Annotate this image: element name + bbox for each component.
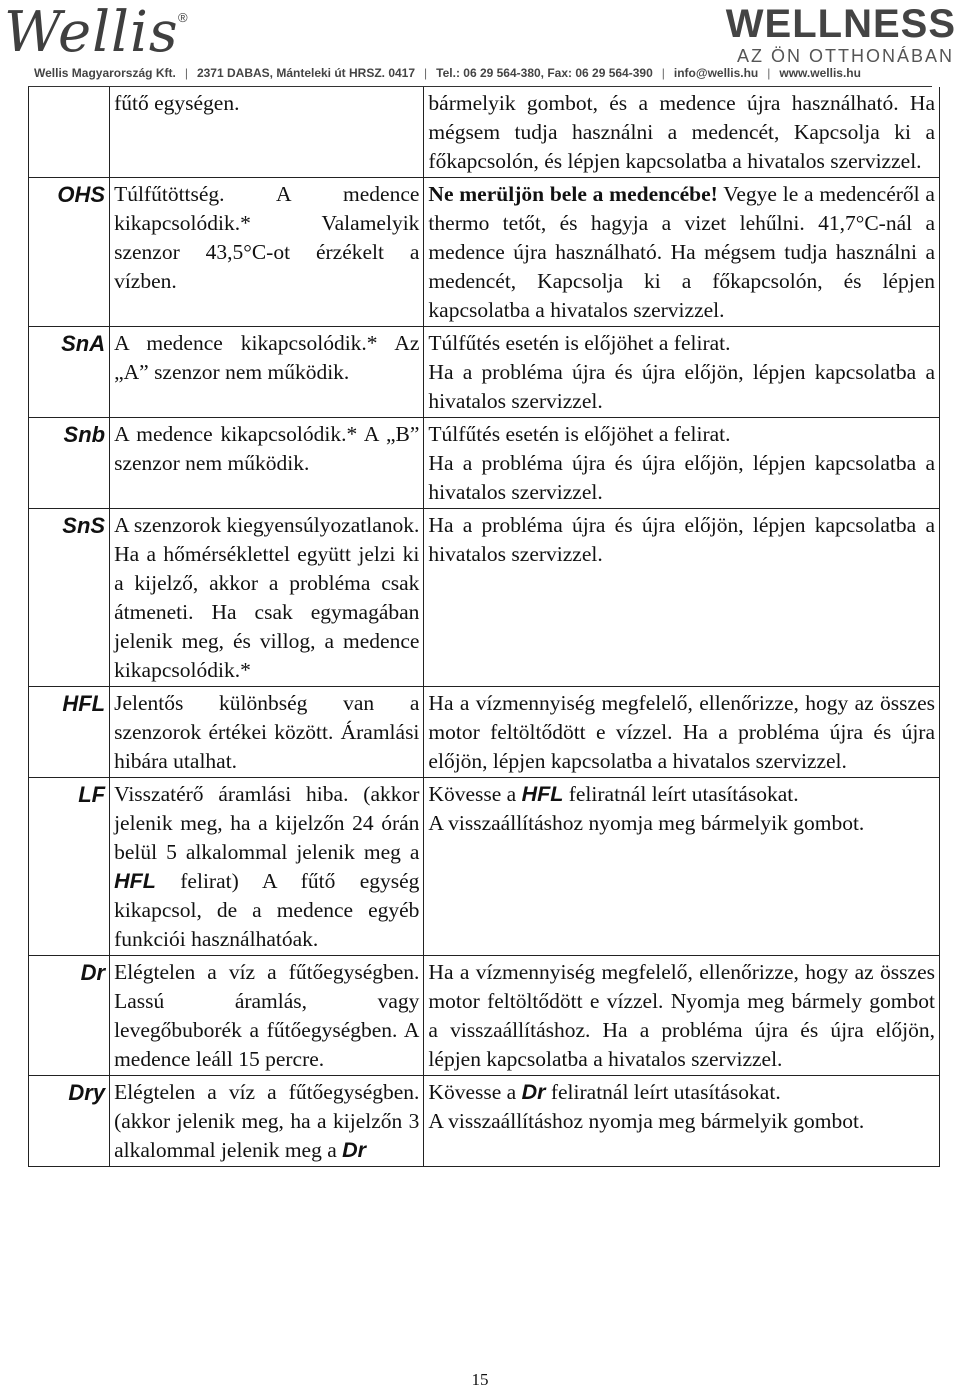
- error-description: Elégtelen a víz a fűtőegységben. Lassú áramlás, vagy levegőbuborék a fűtőegységben. A medence leáll 15 percre.: [110, 956, 424, 1076]
- error-code: LF: [29, 778, 110, 956]
- error-action: [424, 1076, 940, 1167]
- error-action: [424, 778, 940, 956]
- error-action: Ha a probléma újra és újra előjön, lépjen kapcsolatba a hivatalos szervizzel.: [424, 509, 940, 687]
- description-text: Elégtelen a víz a fűtőegységben. (akkor jelenik meg, ha a kijelzőn 3 alkalommal jelenik meg a: [114, 1080, 420, 1162]
- action-text: Kövesse a: [428, 1080, 522, 1104]
- tagline: AZ ÖN OTTHONÁBAN: [736, 46, 954, 66]
- table-row: [29, 418, 940, 509]
- warning-text: Ne merüljön bele a medencébe!: [428, 182, 718, 206]
- error-description: Túlfűtöttség. A medence kikapcsolódik.* Valamelyik szenzor 43,5°C-ot érzékelt a vízben.: [110, 178, 424, 327]
- registered-mark: ®: [178, 10, 188, 25]
- error-code-table: [28, 87, 940, 1167]
- table-row: [29, 87, 940, 178]
- error-action: [424, 178, 940, 327]
- wellness-logo: WELLNESS: [725, 2, 956, 46]
- error-code: OHS: [29, 178, 110, 327]
- separator: |: [661, 66, 665, 80]
- error-action: bármelyik gombot, és a medence újra használható. Ha mégsem tudja használni a medencét, Kapcsolja ki a főkapcsolón, és lépjen kapcsolatba a hivatalos szervizzel.: [424, 87, 940, 178]
- table-row: [29, 956, 940, 1076]
- table-row: [29, 178, 940, 327]
- error-description: A medence kikapcsolódik.* Az „A” szenzor nem működik.: [110, 327, 424, 418]
- error-code: SnS: [29, 509, 110, 687]
- inline-error-code: HFL: [521, 782, 564, 806]
- error-description: fűtő egységen.: [110, 87, 424, 178]
- error-code: Dr: [29, 956, 110, 1076]
- error-action: [424, 418, 940, 509]
- action-text: feliratnál leírt utasításokat.: [563, 782, 799, 806]
- inline-error-code: Dr: [521, 1080, 546, 1104]
- page-header: [0, 0, 960, 86]
- action-line: A visszaállításhoz nyomja meg bármelyik gombot.: [428, 1109, 865, 1133]
- error-code: Snb: [29, 418, 110, 509]
- error-description: A medence kikapcsolódik.* A „B” szenzor nem működik.: [110, 418, 424, 509]
- action-text: Kövesse a: [428, 782, 522, 806]
- action-text: feliratnál leírt utasításokat.: [545, 1080, 781, 1104]
- company-address: 2371 DABAS, Mánteleki út HRSZ. 0417: [196, 66, 416, 80]
- error-code: SnA: [29, 327, 110, 418]
- error-code: [29, 87, 110, 178]
- action-line: Túlfűtés esetén is előjöhet a felirat.: [428, 422, 731, 446]
- action-line: [428, 780, 935, 809]
- error-code: HFL: [29, 687, 110, 778]
- separator: |: [424, 66, 428, 80]
- error-code: Dry: [29, 1076, 110, 1167]
- action-line: [428, 1078, 935, 1107]
- error-description: [110, 778, 424, 956]
- contact-bar: [34, 64, 956, 82]
- action-line: Ha a probléma újra és újra előjön, lépjen kapcsolatba a hivatalos szervizzel.: [428, 360, 935, 413]
- error-description: Jelentős különbség van a szenzorok értékei között. Áramlási hibára utalhat.: [110, 687, 424, 778]
- page-number: 15: [471, 1370, 489, 1389]
- wellis-logo: Wellis: [4, 0, 179, 65]
- error-action: Ha a vízmennyiség megfelelő, ellenőrizze, hogy az összes motor feltöltődött e vízzel. Nyomja meg bármely gombot a visszaállításhoz. Ha a probléma újra és újra előjön, lépjen kapcsolatba a hivatalos szervizzel.: [424, 956, 940, 1076]
- action-line: Ha a probléma újra és újra előjön, lépjen kapcsolatba a hivatalos szervizzel.: [428, 451, 935, 504]
- separator: |: [184, 66, 188, 80]
- company-email[interactable]: info@wellis.hu: [673, 66, 759, 80]
- error-action: Ha a vízmennyiség megfelelő, ellenőrizze, hogy az összes motor feltöltődött e vízzel. Ha a probléma újra és újra előjön, lépjen kapcsolatba a hivatalos szervizzel.: [424, 687, 940, 778]
- error-action: [424, 327, 940, 418]
- action-line: Túlfűtés esetén is előjöhet a felirat.: [428, 331, 731, 355]
- company-name: Wellis Magyarország Kft.: [34, 66, 176, 80]
- description-text: felirat) A fűtő egység kikapcsol, de a medence egyéb funkciói használhatóak.: [114, 869, 420, 951]
- inline-error-code: Dr: [342, 1138, 367, 1162]
- table-row: [29, 778, 940, 956]
- error-description: [110, 1076, 424, 1167]
- action-text: Vegye le a medencéről a thermo tetőt, és hagyja a vizet lehűlni. 41,7°C-nál a medence újra használható. Ha mégsem tudja használni a medencét, Kapcsolja ki a főkapcsolón, és lépjen kapcsolatba a hivatalos szervizzel.: [428, 182, 935, 322]
- table-row: [29, 687, 940, 778]
- company-phone: Tel.: 06 29 564-380, Fax: 06 29 564-390: [436, 66, 653, 80]
- table-row: [29, 509, 940, 687]
- action-line: A visszaállításhoz nyomja meg bármelyik gombot.: [428, 811, 865, 835]
- table-row: [29, 1076, 940, 1167]
- inline-error-code: HFL: [114, 869, 156, 893]
- table-row: [29, 327, 940, 418]
- description-text: Visszatérő áramlási hiba. (akkor jelenik meg, ha a kijelzőn 24 órán belül 5 alkalommal jelenik meg a: [114, 782, 420, 864]
- company-website[interactable]: www.wellis.hu: [779, 66, 861, 80]
- error-description: A szenzorok kiegyensúlyozatlanok. Ha a hőmérséklettel együtt jelzi ki a kijelző, akkor a probléma csak átmeneti. Ha csak egymagában jelenik meg, és villog, a medence kikapcsolódik.*: [110, 509, 424, 687]
- separator: |: [767, 66, 771, 80]
